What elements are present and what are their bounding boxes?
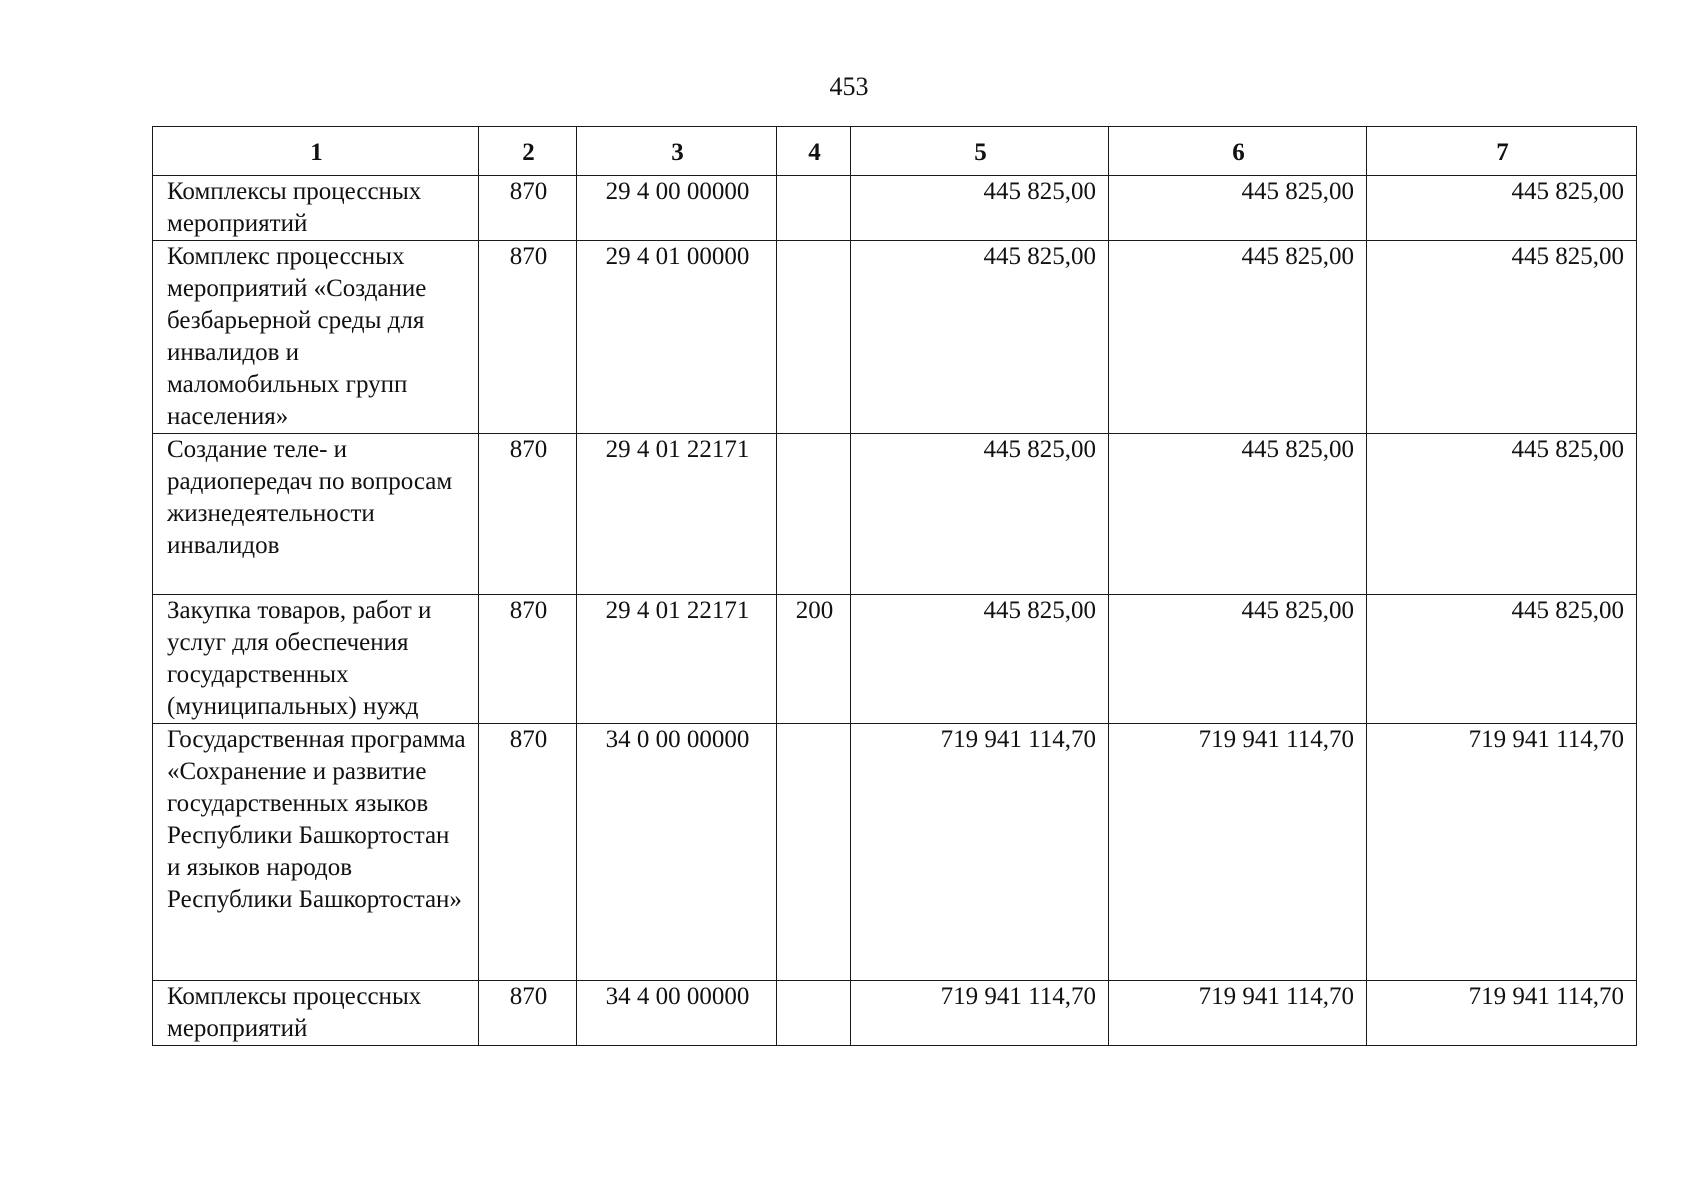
header-col-2: 2 [479, 127, 577, 176]
row-sum-col-6: 445 825,00 [1109, 241, 1367, 434]
row-target-article: 34 4 00 00000 [577, 981, 777, 1046]
row-sum-col-7: 445 825,00 [1367, 176, 1637, 241]
row-sum-col-7: 719 941 114,70 [1367, 981, 1637, 1046]
table-row [153, 241, 1637, 434]
row-sum-col-5: 719 941 114,70 [851, 724, 1109, 981]
row-sum-col-5: 445 825,00 [851, 176, 1109, 241]
header-col-3: 3 [577, 127, 777, 176]
row-target-article: 29 4 00 00000 [577, 176, 777, 241]
row-expense-type [777, 724, 851, 981]
row-target-article: 29 4 01 00000 [577, 241, 777, 434]
row-code: 870 [479, 241, 577, 434]
header-col-5: 5 [851, 127, 1109, 176]
row-sum-col-7: 719 941 114,70 [1367, 724, 1637, 981]
table-row [153, 434, 1637, 595]
table-row [153, 176, 1637, 241]
budget-table-container [152, 126, 1636, 1046]
row-sum-col-6: 719 941 114,70 [1109, 724, 1367, 981]
row-sum-col-7: 445 825,00 [1367, 434, 1637, 595]
row-name: Государственная программа «Сохранение и развитие государственных языков Республики Башкортостан и языков народов Республики Башкортостан» [153, 724, 479, 981]
row-sum-col-6: 445 825,00 [1109, 595, 1367, 724]
header-col-6: 6 [1109, 127, 1367, 176]
row-sum-col-5: 445 825,00 [851, 434, 1109, 595]
row-code: 870 [479, 176, 577, 241]
row-expense-type [777, 241, 851, 434]
row-target-article: 29 4 01 22171 [577, 434, 777, 595]
row-sum-col-6: 445 825,00 [1109, 176, 1367, 241]
row-name: Создание теле- и радиопередач по вопросам жизнедеятельности инвалидов [153, 434, 479, 595]
row-sum-col-6: 445 825,00 [1109, 434, 1367, 595]
row-name: Комплекс процессных мероприятий «Создание безбарьерной среды для инвалидов и маломобильных групп населения» [153, 241, 479, 434]
row-sum-col-5: 445 825,00 [851, 241, 1109, 434]
header-row [153, 127, 1637, 176]
budget-table [152, 126, 1637, 1046]
row-target-article: 34 0 00 00000 [577, 724, 777, 981]
header-col-1: 1 [153, 127, 479, 176]
header-col-4: 4 [777, 127, 851, 176]
table-row [153, 595, 1637, 724]
table-row [153, 981, 1637, 1046]
row-code: 870 [479, 981, 577, 1046]
page-number: 453 [829, 72, 869, 101]
row-sum-col-7: 445 825,00 [1367, 595, 1637, 724]
row-name: Закупка товаров, работ и услуг для обеспечения государственных (муниципальных) нужд [153, 595, 479, 724]
row-expense-type [777, 176, 851, 241]
table-row [153, 724, 1637, 981]
row-name: Комплексы процессных мероприятий [153, 176, 479, 241]
row-sum-col-5: 719 941 114,70 [851, 981, 1109, 1046]
row-expense-type [777, 434, 851, 595]
row-sum-col-6: 719 941 114,70 [1109, 981, 1367, 1046]
row-code: 870 [479, 724, 577, 981]
row-expense-type: 200 [777, 595, 851, 724]
row-code: 870 [479, 434, 577, 595]
row-expense-type [777, 981, 851, 1046]
row-code: 870 [479, 595, 577, 724]
row-sum-col-7: 445 825,00 [1367, 241, 1637, 434]
row-sum-col-5: 445 825,00 [851, 595, 1109, 724]
row-target-article: 29 4 01 22171 [577, 595, 777, 724]
row-name: Комплексы процессных мероприятий [153, 981, 479, 1046]
header-col-7: 7 [1367, 127, 1637, 176]
